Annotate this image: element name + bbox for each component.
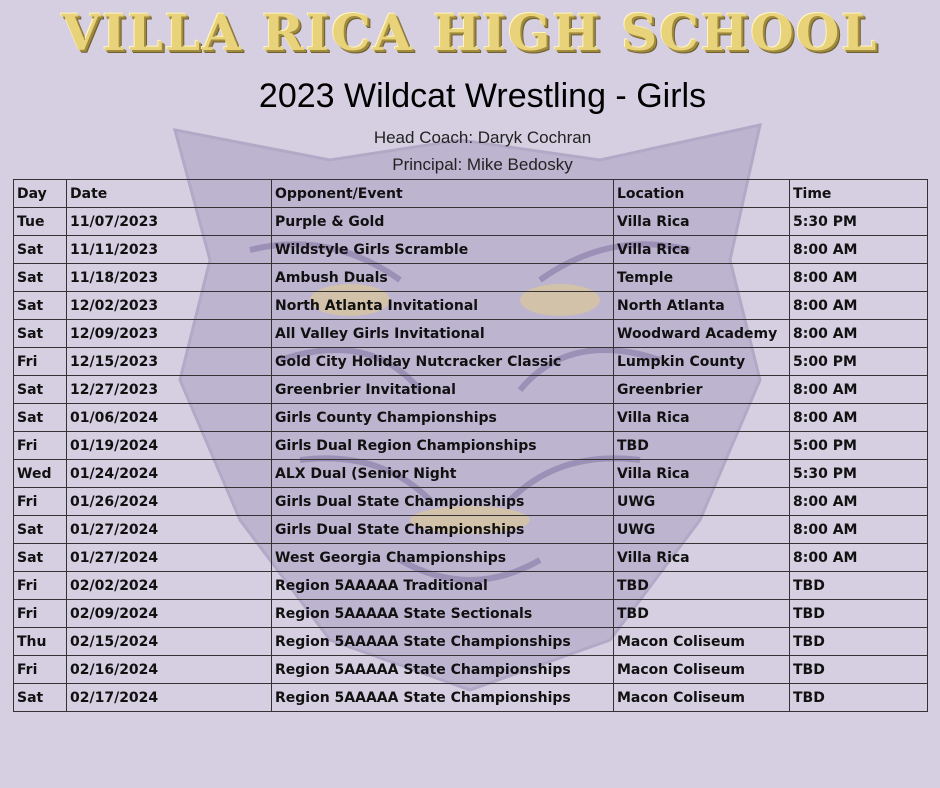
cell-day: Fri [14, 488, 67, 516]
cell-date: 02/17/2024 [67, 684, 272, 712]
schedule-table [13, 179, 928, 712]
cell-time: TBD [790, 684, 928, 712]
table-row [14, 236, 928, 264]
cell-opponent: North Atlanta Invitational [272, 292, 614, 320]
cell-day: Fri [14, 600, 67, 628]
cell-time: 8:00 AM [790, 236, 928, 264]
cell-location: Villa Rica [614, 208, 790, 236]
cell-time: 8:00 AM [790, 488, 928, 516]
cell-location: Villa Rica [614, 404, 790, 432]
cell-date: 12/09/2023 [67, 320, 272, 348]
cell-opponent: Region 5AAAAA Traditional [272, 572, 614, 600]
table-header-row [14, 180, 928, 208]
cell-day: Sat [14, 544, 67, 572]
cell-location: Lumpkin County [614, 348, 790, 376]
table-row [14, 684, 928, 712]
cell-date: 12/02/2023 [67, 292, 272, 320]
column-header-location: Location [614, 180, 790, 208]
schedule-title: 2023 Wildcat Wrestling - Girls [258, 77, 707, 115]
cell-day: Fri [14, 348, 67, 376]
cell-location: Villa Rica [614, 460, 790, 488]
cell-opponent: Ambush Duals [272, 264, 614, 292]
cell-time: 5:30 PM [790, 460, 928, 488]
cell-location: Villa Rica [614, 236, 790, 264]
table-row [14, 516, 928, 544]
table-row [14, 404, 928, 432]
cell-time: 5:00 PM [790, 432, 928, 460]
cell-time: 8:00 AM [790, 544, 928, 572]
cell-date: 11/07/2023 [67, 208, 272, 236]
cell-day: Fri [14, 656, 67, 684]
table-row [14, 264, 928, 292]
cell-opponent: Girls County Championships [272, 404, 614, 432]
cell-opponent: West Georgia Championships [272, 544, 614, 572]
cell-date: 01/27/2024 [67, 544, 272, 572]
cell-location: Villa Rica [614, 544, 790, 572]
column-header-opponent: Opponent/Event [272, 180, 614, 208]
cell-day: Sat [14, 376, 67, 404]
cell-date: 11/18/2023 [67, 264, 272, 292]
cell-opponent: Gold City Holiday Nutcracker Classic [272, 348, 614, 376]
cell-date: 12/15/2023 [67, 348, 272, 376]
cell-day: Fri [14, 572, 67, 600]
cell-time: 8:00 AM [790, 404, 928, 432]
cell-time: 5:30 PM [790, 208, 928, 236]
column-header-date: Date [67, 180, 272, 208]
cell-location: Greenbrier [614, 376, 790, 404]
table-row [14, 460, 928, 488]
cell-opponent: All Valley Girls Invitational [272, 320, 614, 348]
cell-day: Wed [14, 460, 67, 488]
cell-opponent: Region 5AAAAA State Championships [272, 684, 614, 712]
cell-day: Tue [14, 208, 67, 236]
cell-day: Sat [14, 516, 67, 544]
principal-line: Principal: Mike Bedosky [392, 155, 573, 174]
cell-opponent: Girls Dual State Championships [272, 516, 614, 544]
cell-day: Sat [14, 292, 67, 320]
schedule-body [14, 208, 928, 712]
cell-opponent: Wildstyle Girls Scramble [272, 236, 614, 264]
cell-date: 01/06/2024 [67, 404, 272, 432]
cell-date: 11/11/2023 [67, 236, 272, 264]
cell-time: 5:00 PM [790, 348, 928, 376]
column-header-time: Time [790, 180, 928, 208]
cell-location: Macon Coliseum [614, 684, 790, 712]
table-row [14, 292, 928, 320]
table-row [14, 488, 928, 516]
cell-opponent: ALX Dual (Senior Night [272, 460, 614, 488]
cell-time: TBD [790, 656, 928, 684]
table-row [14, 432, 928, 460]
table-row [14, 628, 928, 656]
cell-location: UWG [614, 488, 790, 516]
cell-location: TBD [614, 432, 790, 460]
table-row [14, 572, 928, 600]
cell-day: Sat [14, 264, 67, 292]
cell-date: 02/09/2024 [67, 600, 272, 628]
cell-day: Sat [14, 320, 67, 348]
cell-opponent: Region 5AAAAA State Championships [272, 656, 614, 684]
table-row [14, 376, 928, 404]
cell-location: North Atlanta [614, 292, 790, 320]
column-header-day: Day [14, 180, 67, 208]
cell-time: 8:00 AM [790, 376, 928, 404]
cell-opponent: Region 5AAAAA State Championships [272, 628, 614, 656]
cell-location: Macon Coliseum [614, 656, 790, 684]
cell-time: TBD [790, 600, 928, 628]
cell-day: Sat [14, 236, 67, 264]
head-coach-line: Head Coach: Daryk Cochran [373, 128, 592, 147]
cell-location: UWG [614, 516, 790, 544]
table-row [14, 320, 928, 348]
cell-date: 02/16/2024 [67, 656, 272, 684]
cell-location: Macon Coliseum [614, 628, 790, 656]
cell-time: 8:00 AM [790, 320, 928, 348]
cell-time: TBD [790, 572, 928, 600]
cell-location: TBD [614, 600, 790, 628]
cell-day: Sat [14, 684, 67, 712]
cell-opponent: Purple & Gold [272, 208, 614, 236]
cell-time: 8:00 AM [790, 264, 928, 292]
cell-date: 01/19/2024 [67, 432, 272, 460]
table-row [14, 348, 928, 376]
cell-date: 02/15/2024 [67, 628, 272, 656]
cell-time: 8:00 AM [790, 516, 928, 544]
cell-opponent: Girls Dual State Championships [272, 488, 614, 516]
cell-date: 02/02/2024 [67, 572, 272, 600]
cell-location: Woodward Academy [614, 320, 790, 348]
cell-day: Sat [14, 404, 67, 432]
cell-day: Fri [14, 432, 67, 460]
table-row [14, 208, 928, 236]
school-name-heading: VILLA RICA HIGH SCHOOL [61, 3, 879, 62]
cell-opponent: Greenbrier Invitational [272, 376, 614, 404]
cell-time: 8:00 AM [790, 292, 928, 320]
cell-opponent: Region 5AAAAA State Sectionals [272, 600, 614, 628]
cell-day: Thu [14, 628, 67, 656]
cell-opponent: Girls Dual Region Championships [272, 432, 614, 460]
cell-date: 01/27/2024 [67, 516, 272, 544]
table-row [14, 600, 928, 628]
cell-location: Temple [614, 264, 790, 292]
cell-date: 12/27/2023 [67, 376, 272, 404]
cell-time: TBD [790, 628, 928, 656]
table-row [14, 656, 928, 684]
cell-date: 01/26/2024 [67, 488, 272, 516]
table-row [14, 544, 928, 572]
cell-location: TBD [614, 572, 790, 600]
cell-date: 01/24/2024 [67, 460, 272, 488]
